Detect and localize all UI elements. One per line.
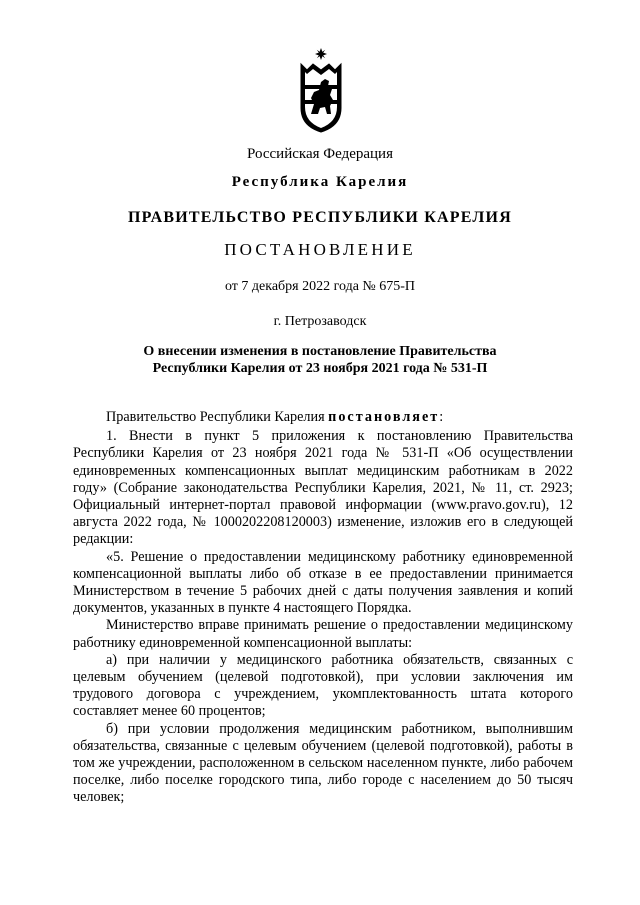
subject-line-2: Республики Карелия от 23 ноября 2021 года № 531-П (152, 361, 488, 376)
document-date-number: от 7 декабря 2022 года № 675-П (224, 279, 416, 294)
intro-prefix: Правительство Республики Карелия (106, 409, 329, 425)
republic-name: Республика Карелия (231, 174, 409, 190)
document-subject (0, 343, 640, 377)
government-name: ПРАВИТЕЛЬСТВО РЕСПУБЛИКИ КАРЕЛИЯ (128, 209, 512, 226)
paragraph-4: а) при наличии у медицинского работника обязательств, связанных с целевым обучением (целевой подготовкой), при условии заключения им трудового договора с учреждением, укомплектованность штата которого составляет менее 60 процентов; (73, 651, 573, 720)
coat-of-arms-icon (297, 48, 345, 134)
country-name: Российская Федерация (247, 146, 393, 162)
document-body (73, 409, 573, 807)
paragraph-1: 1. Внести в пункт 5 приложения к постановлению Правительства Республики Карелия от 23 ноября 2021 года № 531-П «Об осуществлении единовременных компенсационных выплат медицинским работникам в 2022 году» (Собрание законодательства Республики Карелия, 2021, № 11, ст. 2923; Официальный интернет-портал правовой информации (www.pravo.gov.ru), 12 августа 2022 года, № 1000202208120003) изменение, изложив его в следующей редакции: (73, 428, 573, 548)
paragraph-5: б) при условии продолжения медицинским работником, выполнившим обязательства, связанные с целевым обучением (целевой подготовкой), работы в том же учреждении, расположенном в сельском населенном пункте, либо рабочем поселке, либо поселке городского типа, либо городе с населением до 50 тысяч человек; (73, 720, 573, 806)
paragraph-2: «5. Решение о предоставлении медицинскому работнику единовременной компенсационной выплаты либо об отказе в ее предоставлении принимается Министерством в течение 5 рабочих дней с даты получения заявления и копий документов, указанных в пункте 4 настоящего Порядка. (73, 548, 573, 617)
paragraph-3: Министерство вправе принимать решение о предоставлении медицинскому работнику единовременной компенсационной выплаты: (73, 617, 573, 651)
subject-line-1: О внесении изменения в постановление Правительства (143, 344, 497, 359)
intro-suffix: : (439, 409, 444, 425)
intro-decree-word: постановляет (328, 409, 440, 425)
document-type: ПОСТАНОВЛЕНИЕ (224, 240, 416, 259)
document-city: г. Петрозаводск (273, 314, 367, 329)
intro-paragraph (73, 409, 573, 426)
